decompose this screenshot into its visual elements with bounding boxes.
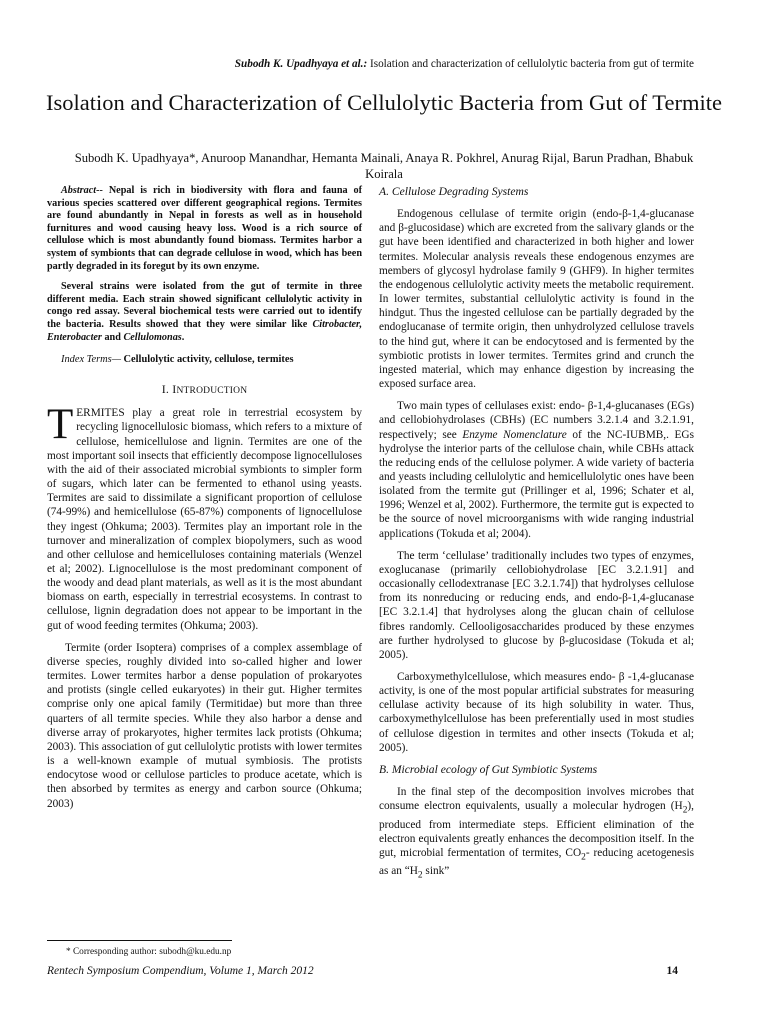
paper-title: Isolation and Characterization of Cellulolytic Bacteria from Gut of Termite [46, 90, 722, 115]
running-head [235, 58, 694, 70]
index-terms: Index Terms— Cellulolytic activity, cellulose, termites [61, 354, 294, 366]
abstract-paragraph-1: Abstract-- Nepal is rich in biodiversity with flora and fauna of various species scattered over different geographical regions. Termites are found abundantly in Nepal in forests as well as in household furnitures and wood causing heavy loss. Wood is a rich source of cellulose which is most abundantly found biomass. Termites harbor a system of symbionts that can degrade cellulose in wood, which has been partly degraded in its foregut by its own enzyme. [47, 185, 362, 272]
corresponding-author-footnote: * Corresponding author: subodh@ku.edu.np [66, 947, 232, 957]
left-column [47, 185, 362, 811]
section-a-paragraph-4: Carboxymethylcellulose, which measures endo- β -1,4-glucanase activity, is one of the most popular artificial substrates for measuring cellulase activity because of its high solubility in water. Thus, carboxymethylcellulose has been preferentially used in most studies of cellulose digestion in termites and other insects (Tokuda et al; 2005). [379, 671, 694, 754]
footer-journal: Rentech Symposium Compendium, Volume 1, March 2012 [47, 965, 314, 977]
author-list: Subodh K. Upadhyaya*, Anuroop Manandhar, Hemanta Mainali, Anaya R. Pokhrel, Anurag Rijal, Barun Pradhan, Bhabuk Koirala [74, 151, 694, 181]
section-a-paragraph-1: Endogenous cellulase of termite origin (endo-β-1,4-glucanase and β-glucosidase) which are excreted from the salivary glands or the gut have been identified and characterized in both higher and lower termites. Molecular analysis reveals these endogenous enzymes are members of glycosyl hydrolase family 9 (GHF9). In higher termites the endogenous cellulolytic activity meets the metabolic requirement. In lower termites, substantial cellulolytic activity is found in the hindgut. Thus the ingested cellulose can be partially degraded by the endoglucanase of termite origin, then unhydrolyzed cellulose travels to the hind gut, where it can be endocytosed and is fermented by the symbiotic protists in lower termites. Termites grind and crunch the ingested material, which may enhance digestion by increasing the exposed surface area. [379, 208, 694, 391]
drop-cap: T [47, 401, 74, 449]
page-number: 14 [666, 965, 678, 977]
section-a-paragraph-3: The term ‘cellulase’ traditionally includes two types of enzymes, exoglucanase (primarily cellobiohydrolase [EC 3.2.1.91] and occasionally cellodextranase [EC 3.2.1.74]) that hydrolyses cellulose from its nonreducing or reducing ends, and endo-β-1,4-glucanase [EC 3.2.1.4] that hydrolyses along the glucan chain of cellulose fibres randomly. Cellooligosaccharides produced by these enzymes are further hydrolysed to glucose by β-glucosidase (Tokuda et al; 2005). [379, 549, 694, 661]
intro-paragraph-2: Termite (order Isoptera) comprises of a complex assemblage of diverse species, roughly divided into so-called higher and lower termites. Lower termites harbor a dense population of prokaryotes and protists (single celled eukaryotes) in their gut. Higher termites comprise only one apical family (Termitidae) but more than three quarters of all termite species. While they also harbor a dense and diverse array of prokaryotes, higher termites lack protists (Ohkuma; 2003). This association of gut cellulolytic protists with lower termites is a well-known example of mutual symbiosis. The protists endocytose wood or cellulose particles to produce acetate, which is then absorbed by termites as energy and carbon source (Ohkuma; 2003) [47, 641, 362, 810]
intro-paragraph-1: TERMITES play a great role in terrestrial ecosystem by recycling lignocellulosic biomass, which refers to a mixture of cellulose, hemicellulose and lignin. Termites are one of the most important soil insects that efficiently decompose lignocelluloses with the aid of their associated microbial symbionts to simpler form of sugars, which later can be fermented to ethanol using yeasts. Termites are said to dissimilate a significant proportion of cellulose (74-99%) and hemicellulose (65-87%) components of lignocellulose they ingest (Ohkuma; 2003). Termites play an important role in the turnover and mineralization of complex biopolymers, such as wood and other cellulose and hemicelluloses containing materials (Wenzel et al; 2002). Lignocellulose is the most predominant component of the woody and dead plant materials, as well as it is the most abundant biomass on earth, especially in terrestrial ecosystems. In contrast to cellulose, lignin degradation does not appear to be important in the gut of wood feeding termites (Ohkuma; 2003). [47, 401, 362, 632]
footnote-rule [47, 940, 232, 941]
running-head-title: Isolation and characterization of cellulolytic bacteria from gut of termite [367, 58, 694, 70]
running-head-authors: Subodh K. Upadhyaya et al.: [234, 58, 368, 70]
abstract-paragraph-2: Several strains were isolated from the gut of termite in three different media. Each strain showed significant cellulolytic activity in congo red assay. Several biochemical tests were carried out to identify the bacteria. Results showed that they were similar like Citrobacter, Enterobacter and Cellulomonas. [47, 281, 362, 343]
index-terms-label: Index Terms— [61, 354, 121, 366]
subsection-heading-a: A. Cellulose Degrading Systems [379, 185, 529, 198]
subsection-heading-b: B. Microbial ecology of Gut Symbiotic Systems [379, 762, 598, 776]
section-a-paragraph-2: Two main types of cellulases exist: endo- β-1,4-glucanases (EGs) and cellobiohydrolases (CBHs) (EC numbers 3.2.1.4 and 3.2.1.91, respectively; see Enzyme Nomenclature of the NC-IUBMB,. EGs hydrolyse the interior parts of the cellulose chain, while CBHs attack the reducing ends of the cellulose polymer. A wide variety of bacteria and yeasts including cellulolytic and hemicellulolytic ones have been isolated from the termite gut (Prillinger et al, 1996; Schater et al, 1996; Wenzel et al, 2002). Furthermore, the termite gut is expected to be the source of novel microorganisms with wide ranging industrial applications (Tokuda et al; 2004). [379, 400, 694, 540]
abstract [47, 185, 362, 344]
right-column [379, 185, 694, 883]
section-b-paragraph-1: In the final step of the decomposition involves microbes that consume electron equivalents, usually a molecular hydrogen $(H_2)$, produced from intermediate steps. Efficient elimination of the electron equivalents greatly enhances the decomposition itself. In the gut, microbial fermentation of termites, $CO_2-$ reducing acetogenesis as an “$H_2$ sink” [379, 786, 694, 881]
abstract-label: Abstract-- [61, 185, 103, 196]
section-heading-introduction: I. INTRODUCTION [161, 382, 248, 397]
